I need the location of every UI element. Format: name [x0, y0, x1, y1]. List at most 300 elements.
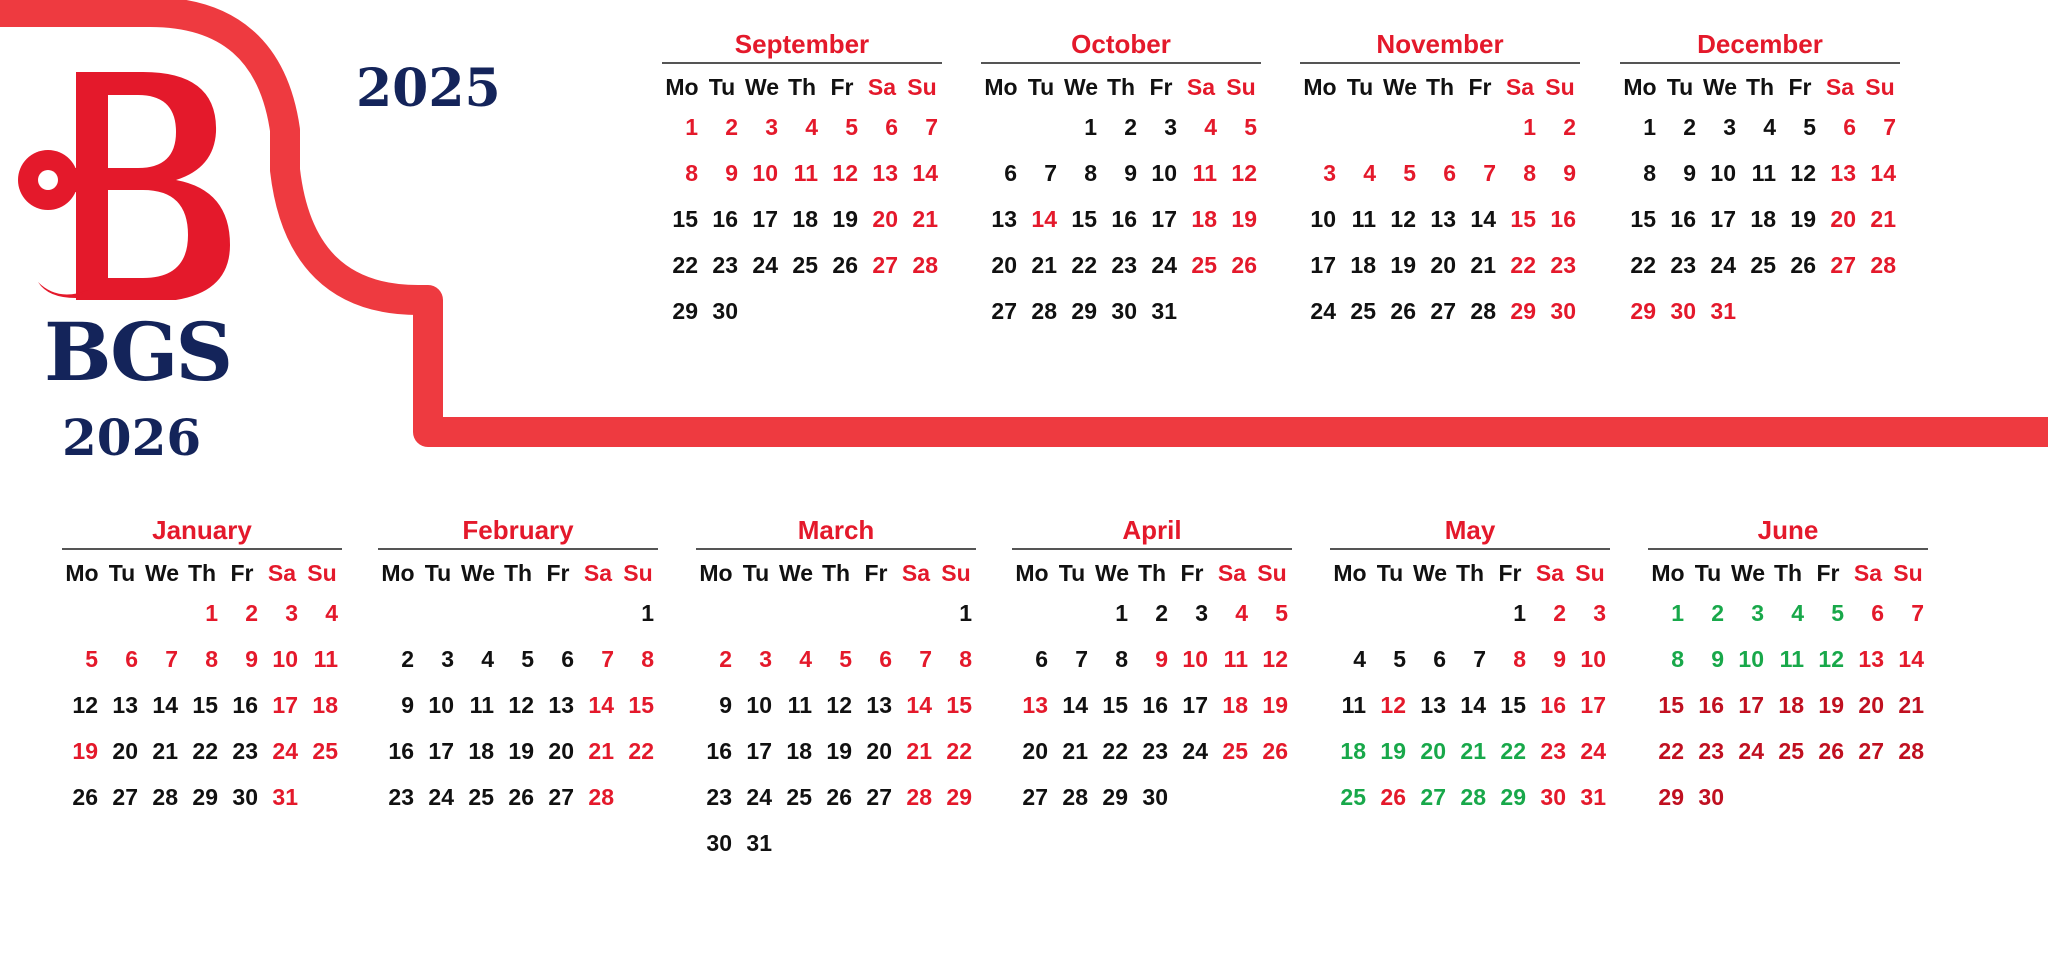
day-cell: 22	[1510, 252, 1536, 278]
day-cell: 20	[548, 738, 574, 764]
empty-cell	[1450, 590, 1490, 636]
day-cell: 3	[1723, 114, 1736, 140]
day-cell: 29	[1510, 298, 1536, 324]
day-cell: 1	[205, 600, 218, 626]
day-cell: 18	[1222, 692, 1248, 718]
day-cell: 24	[272, 738, 298, 764]
day-cell: 1	[1643, 114, 1656, 140]
day-cell: 13	[1858, 646, 1884, 672]
day-cell: 19	[1262, 692, 1288, 718]
day-cell: 11	[1341, 692, 1366, 718]
month-grid	[1648, 556, 1928, 820]
day-cell: 7	[1473, 646, 1486, 672]
day-cell: 18	[1750, 206, 1776, 232]
month-june	[1648, 514, 1928, 820]
day-cell: 17	[1182, 692, 1208, 718]
day-cell: 1	[1084, 114, 1097, 140]
day-cell: 8	[1115, 646, 1128, 672]
day-cell: 17	[1310, 252, 1336, 278]
day-cell: 2	[1553, 600, 1566, 626]
day-cell: 17	[1580, 692, 1606, 718]
weekday-header: Mo	[381, 560, 415, 586]
day-cell: 16	[1111, 206, 1137, 232]
day-cell: 26	[1390, 298, 1416, 324]
weekday-header: Sa	[267, 560, 297, 586]
weekday-header: Tu	[1376, 560, 1404, 586]
day-cell: 12	[826, 692, 852, 718]
day-cell: 19	[72, 738, 98, 764]
month-may	[1330, 514, 1610, 820]
day-cell: 13	[866, 692, 892, 718]
weekday-header: Tu	[108, 560, 136, 586]
day-cell: 25	[468, 784, 494, 810]
day-cell: 31	[1580, 784, 1606, 810]
day-cell: 16	[1540, 692, 1566, 718]
weekday-header: We	[1702, 74, 1738, 100]
day-cell: 16	[706, 738, 732, 764]
day-cell: 19	[1231, 206, 1257, 232]
day-cell: 21	[1460, 738, 1486, 764]
empty-cell	[378, 590, 418, 636]
month-grid	[981, 70, 1261, 334]
weekday-header: Tu	[1058, 560, 1086, 586]
day-cell: 4	[325, 600, 338, 626]
month-march	[696, 514, 976, 866]
weekday-header: Sa	[583, 560, 613, 586]
month-divider	[1300, 62, 1580, 64]
day-cell: 15	[1500, 692, 1526, 718]
day-cell: 6	[879, 646, 892, 672]
day-cell: 6	[1004, 160, 1017, 186]
day-cell: 7	[1483, 160, 1496, 186]
day-cell: 19	[832, 206, 858, 232]
day-cell: 28	[1460, 784, 1486, 810]
day-cell: 10	[1580, 646, 1606, 672]
weekday-header: Tu	[1027, 74, 1055, 100]
day-cell: 5	[521, 646, 534, 672]
day-cell: 10	[1151, 160, 1177, 186]
month-divider	[1330, 548, 1610, 550]
weekday-header: We	[1412, 560, 1448, 586]
day-cell: 2	[1124, 114, 1137, 140]
month-title: October	[1071, 29, 1171, 59]
day-cell: 10	[746, 692, 772, 718]
day-cell: 24	[1182, 738, 1208, 764]
day-cell: 5	[1803, 114, 1816, 140]
weekday-header: Su	[1226, 74, 1256, 100]
day-cell: 31	[746, 830, 772, 856]
day-cell: 27	[1420, 784, 1446, 810]
day-cell: 29	[192, 784, 218, 810]
day-cell: 29	[946, 784, 972, 810]
day-cell: 21	[1470, 252, 1496, 278]
empty-cell	[1300, 104, 1340, 150]
weekday-header: Sa	[1217, 560, 1247, 586]
day-cell: 22	[192, 738, 218, 764]
day-cell: 11	[1192, 160, 1217, 186]
day-cell: 4	[1235, 600, 1248, 626]
day-cell: 1	[685, 114, 698, 140]
day-cell: 11	[1779, 646, 1804, 672]
day-cell: 16	[1142, 692, 1168, 718]
weekday-header: Fr	[1498, 560, 1522, 586]
empty-cell	[1370, 590, 1410, 636]
weekday-header: Mo	[1623, 74, 1657, 100]
day-cell: 14	[152, 692, 178, 718]
day-cell: 5	[845, 114, 858, 140]
month-april	[1012, 514, 1292, 820]
day-cell: 27	[1022, 784, 1048, 810]
day-cell: 9	[1155, 646, 1168, 672]
day-cell: 8	[1084, 160, 1097, 186]
weekday-header: Th	[1773, 560, 1803, 586]
weekday-header: Su	[307, 560, 337, 586]
weekday-header: Sa	[1825, 74, 1855, 100]
day-cell: 18	[1191, 206, 1217, 232]
weekday-header: Th	[787, 74, 817, 100]
day-cell: 3	[1751, 600, 1764, 626]
day-cell: 1	[1523, 114, 1536, 140]
weekday-header: We	[460, 560, 496, 586]
weekday-header: Tu	[742, 560, 770, 586]
day-cell: 22	[1658, 738, 1684, 764]
day-cell: 26	[1262, 738, 1288, 764]
empty-cell	[981, 104, 1021, 150]
empty-cell	[1330, 590, 1370, 636]
day-cell: 13	[872, 160, 898, 186]
day-cell: 20	[112, 738, 138, 764]
month-grid	[1012, 556, 1292, 820]
day-cell: 30	[1550, 298, 1576, 324]
weekday-header: Sa	[867, 74, 897, 100]
day-cell: 22	[1630, 252, 1656, 278]
day-cell: 13	[1430, 206, 1456, 232]
day-cell: 25	[1340, 784, 1366, 810]
month-divider	[1648, 548, 1928, 550]
day-cell: 29	[1658, 784, 1684, 810]
day-cell: 24	[1710, 252, 1736, 278]
day-cell: 20	[1430, 252, 1456, 278]
day-cell: 9	[725, 160, 738, 186]
empty-cell	[1340, 104, 1380, 150]
day-cell: 25	[1350, 298, 1376, 324]
day-cell: 15	[1658, 692, 1684, 718]
day-cell: 27	[112, 784, 138, 810]
day-cell: 9	[401, 692, 414, 718]
day-cell: 4	[481, 646, 494, 672]
weekday-header: Fr	[1788, 74, 1812, 100]
day-cell: 11	[469, 692, 494, 718]
day-cell: 28	[906, 784, 932, 810]
day-cell: 27	[991, 298, 1017, 324]
month-title: November	[1376, 29, 1504, 59]
day-cell: 21	[152, 738, 178, 764]
day-cell: 12	[1390, 206, 1416, 232]
day-cell: 12	[1818, 646, 1844, 672]
day-cell: 22	[672, 252, 698, 278]
day-cell: 30	[232, 784, 258, 810]
empty-cell	[538, 590, 578, 636]
month-title: December	[1697, 29, 1823, 59]
day-cell: 8	[1671, 646, 1684, 672]
weekday-header: Su	[1545, 74, 1575, 100]
day-cell: 20	[872, 206, 898, 232]
day-cell: 12	[1790, 160, 1816, 186]
empty-cell	[418, 590, 458, 636]
weekday-header: Th	[1425, 74, 1455, 100]
day-cell: 8	[641, 646, 654, 672]
day-cell: 19	[826, 738, 852, 764]
day-cell: 15	[1510, 206, 1536, 232]
day-cell: 6	[1443, 160, 1456, 186]
month-title: February	[462, 515, 574, 545]
weekday-header: Th	[1455, 560, 1485, 586]
day-cell: 19	[1790, 206, 1816, 232]
day-cell: 26	[508, 784, 534, 810]
day-cell: 20	[991, 252, 1017, 278]
day-cell: 4	[799, 646, 812, 672]
day-cell: 3	[285, 600, 298, 626]
empty-cell	[578, 590, 618, 636]
day-cell: 28	[1031, 298, 1057, 324]
day-cell: 9	[1563, 160, 1576, 186]
day-cell: 15	[1630, 206, 1656, 232]
day-cell: 24	[1580, 738, 1606, 764]
empty-cell	[142, 590, 182, 636]
empty-cell	[62, 590, 102, 636]
weekday-header: Th	[1745, 74, 1775, 100]
month-divider	[662, 62, 942, 64]
day-cell: 13	[1022, 692, 1048, 718]
day-cell: 11	[313, 646, 338, 672]
month-november	[1300, 28, 1580, 334]
day-cell: 23	[1550, 252, 1576, 278]
weekday-header: Tu	[1666, 74, 1694, 100]
day-cell: 29	[1071, 298, 1097, 324]
day-cell: 30	[712, 298, 738, 324]
day-cell: 18	[1778, 692, 1804, 718]
day-cell: 30	[1111, 298, 1137, 324]
day-cell: 24	[1310, 298, 1336, 324]
day-cell: 13	[1830, 160, 1856, 186]
day-cell: 26	[1380, 784, 1406, 810]
day-cell: 4	[1363, 160, 1376, 186]
weekday-header: Fr	[830, 74, 854, 100]
empty-cell	[736, 590, 776, 636]
empty-cell	[776, 590, 816, 636]
day-cell: 15	[672, 206, 698, 232]
day-cell: 6	[885, 114, 898, 140]
day-cell: 7	[601, 646, 614, 672]
day-cell: 22	[1102, 738, 1128, 764]
weekday-header: Sa	[1853, 560, 1883, 586]
empty-cell	[498, 590, 538, 636]
weekday-header: Th	[1137, 560, 1167, 586]
weekday-header: Su	[1257, 560, 1287, 586]
month-title: June	[1757, 515, 1819, 545]
day-cell: 21	[1062, 738, 1088, 764]
day-cell: 19	[1390, 252, 1416, 278]
month-title: May	[1444, 515, 1496, 545]
day-cell: 26	[832, 252, 858, 278]
weekday-header: Fr	[1149, 74, 1173, 100]
day-cell: 15	[946, 692, 972, 718]
day-cell: 5	[85, 646, 98, 672]
month-divider	[981, 62, 1261, 64]
day-cell: 27	[1858, 738, 1884, 764]
day-cell: 27	[1830, 252, 1856, 278]
day-cell: 23	[1111, 252, 1137, 278]
empty-cell	[458, 590, 498, 636]
day-cell: 8	[1643, 160, 1656, 186]
day-cell: 10	[1182, 646, 1208, 672]
day-cell: 2	[1563, 114, 1576, 140]
day-cell: 4	[1763, 114, 1776, 140]
day-cell: 23	[1142, 738, 1168, 764]
day-cell: 11	[793, 160, 818, 186]
weekday-header: Sa	[1505, 74, 1535, 100]
day-cell: 7	[925, 114, 938, 140]
day-cell: 4	[805, 114, 818, 140]
month-divider	[378, 548, 658, 550]
day-cell: 28	[1898, 738, 1924, 764]
day-cell: 2	[1155, 600, 1168, 626]
day-cell: 17	[752, 206, 778, 232]
day-cell: 17	[272, 692, 298, 718]
day-cell: 3	[1164, 114, 1177, 140]
weekday-header: Mo	[1333, 560, 1367, 586]
weekday-header: Sa	[1186, 74, 1216, 100]
month-title: March	[797, 515, 875, 545]
day-cell: 9	[1553, 646, 1566, 672]
weekday-header: Fr	[864, 560, 888, 586]
day-cell: 3	[1593, 600, 1606, 626]
weekday-header: Su	[941, 560, 971, 586]
day-cell: 4	[1353, 646, 1366, 672]
weekday-header: Tu	[424, 560, 452, 586]
day-cell: 10	[272, 646, 298, 672]
month-grid	[378, 556, 658, 820]
day-cell: 20	[1830, 206, 1856, 232]
day-cell: 29	[1500, 784, 1526, 810]
day-cell: 24	[1738, 738, 1764, 764]
day-cell: 21	[1031, 252, 1057, 278]
month-title: January	[152, 515, 252, 545]
empty-cell	[896, 590, 936, 636]
month-october	[981, 28, 1261, 334]
day-cell: 14	[1460, 692, 1486, 718]
day-cell: 20	[1022, 738, 1048, 764]
day-cell: 4	[1204, 114, 1217, 140]
day-cell: 2	[725, 114, 738, 140]
day-cell: 8	[205, 646, 218, 672]
day-cell: 28	[152, 784, 178, 810]
day-cell: 8	[685, 160, 698, 186]
day-cell: 23	[706, 784, 732, 810]
empty-cell	[856, 590, 896, 636]
day-cell: 15	[1071, 206, 1097, 232]
day-cell: 29	[1630, 298, 1656, 324]
month-grid	[662, 70, 942, 334]
day-cell: 20	[1858, 692, 1884, 718]
day-cell: 16	[1670, 206, 1696, 232]
weekday-header: Sa	[901, 560, 931, 586]
day-cell: 12	[1380, 692, 1406, 718]
day-cell: 7	[919, 646, 932, 672]
day-cell: 30	[1670, 298, 1696, 324]
empty-cell	[102, 590, 142, 636]
day-cell: 31	[1151, 298, 1177, 324]
day-cell: 5	[1403, 160, 1416, 186]
day-cell: 15	[192, 692, 218, 718]
day-cell: 25	[786, 784, 812, 810]
day-cell: 6	[125, 646, 138, 672]
day-cell: 29	[672, 298, 698, 324]
day-cell: 13	[1420, 692, 1446, 718]
empty-cell	[1420, 104, 1460, 150]
day-cell: 17	[428, 738, 454, 764]
weekday-header: Mo	[665, 74, 699, 100]
empty-cell	[1410, 590, 1450, 636]
day-cell: 21	[1898, 692, 1924, 718]
day-cell: 17	[1738, 692, 1764, 718]
month-grid	[1620, 70, 1900, 334]
day-cell: 22	[1500, 738, 1526, 764]
day-cell: 27	[866, 784, 892, 810]
weekday-header: We	[1382, 74, 1418, 100]
day-cell: 23	[1698, 738, 1724, 764]
weekday-header: Su	[907, 74, 937, 100]
day-cell: 27	[548, 784, 574, 810]
day-cell: 26	[1231, 252, 1257, 278]
year-2026-label: 2026	[62, 408, 202, 467]
day-cell: 16	[388, 738, 414, 764]
day-cell: 23	[1670, 252, 1696, 278]
day-cell: 5	[1393, 646, 1406, 672]
weekday-header: Th	[821, 560, 851, 586]
weekday-header: Th	[187, 560, 217, 586]
day-cell: 26	[1790, 252, 1816, 278]
day-cell: 1	[1671, 600, 1684, 626]
weekday-header: Su	[623, 560, 653, 586]
day-cell: 14	[1470, 206, 1496, 232]
day-cell: 5	[1244, 114, 1257, 140]
day-cell: 19	[1380, 738, 1406, 764]
weekday-header: Mo	[984, 74, 1018, 100]
day-cell: 19	[1818, 692, 1844, 718]
day-cell: 17	[746, 738, 772, 764]
weekday-header: Fr	[1180, 560, 1204, 586]
empty-cell	[696, 590, 736, 636]
day-cell: 18	[1340, 738, 1366, 764]
day-cell: 2	[245, 600, 258, 626]
day-cell: 31	[272, 784, 298, 810]
day-cell: 8	[959, 646, 972, 672]
month-grid	[62, 556, 342, 820]
day-cell: 2	[401, 646, 414, 672]
day-cell: 14	[912, 160, 938, 186]
weekday-header: Mo	[1303, 74, 1337, 100]
day-cell: 16	[1698, 692, 1724, 718]
month-title: April	[1122, 515, 1182, 545]
day-cell: 17	[1710, 206, 1736, 232]
day-cell: 2	[1711, 600, 1724, 626]
day-cell: 9	[1683, 160, 1696, 186]
day-cell: 6	[1843, 114, 1856, 140]
day-cell: 28	[1470, 298, 1496, 324]
day-cell: 28	[1870, 252, 1896, 278]
brand-name: BGS	[44, 305, 231, 399]
